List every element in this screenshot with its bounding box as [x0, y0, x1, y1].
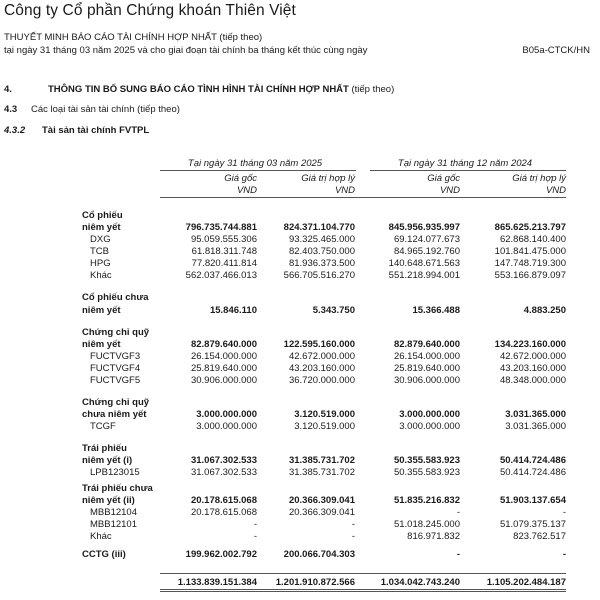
section-number: 4.3.2 [4, 125, 26, 136]
section-4-3-heading [4, 104, 180, 115]
col-header-cost-2024 [350, 173, 460, 196]
document-subtitle: THUYẾT MINH BÁO CÁO TÀI CHÍNH HỢP NHẤT (tiếp theo) [4, 32, 263, 43]
col-header-unit: VND [334, 184, 355, 196]
row-label: Cổ phiếu [82, 210, 123, 221]
cell-value: 20.178.615.068 [190, 495, 257, 506]
cell-value: 51.079.375.137 [499, 519, 566, 530]
col-header-label: Giá gốc [427, 173, 460, 184]
header-divider [160, 170, 356, 171]
cell-value: 553.166.879.097 [494, 270, 566, 281]
reporting-period: tại ngày 31 tháng 03 năm 2025 và cho giai đoạn tài chính ba tháng kết thúc cùng ngày [4, 45, 368, 56]
cell-value: - [456, 507, 460, 518]
table-row [0, 327, 600, 339]
col-header-fair-2024 [456, 173, 566, 196]
table-row [0, 375, 600, 387]
header-divider [370, 170, 566, 171]
total-row [0, 577, 600, 589]
row-label: LPB123015 [90, 467, 140, 478]
header-bottom-divider [160, 197, 566, 198]
cell-value: 81.936.373.500 [288, 258, 355, 269]
cell-value: 50.414.724.486 [499, 467, 566, 478]
cell-value: 51.018.245.000 [393, 519, 460, 530]
col-header-unit: VND [236, 184, 257, 196]
cell-value: 93.325.465.000 [288, 234, 355, 245]
table-row [0, 339, 600, 351]
row-label: TCGF [90, 421, 116, 432]
cell-value: 20.178.615.068 [190, 507, 257, 518]
cell-value: 31.067.302.533 [190, 455, 257, 466]
cell-value: 845.956.935.997 [388, 222, 460, 233]
cell-value: 25.819.640.000 [190, 363, 257, 374]
row-label: niêm yết (i) [82, 455, 133, 466]
section-title: Tài sản tài chính FVTPL [42, 125, 150, 136]
row-label: FUCTVGF5 [90, 375, 141, 386]
row-label: niêm yết (ii) [82, 495, 135, 506]
col-header-unit: VND [439, 184, 460, 196]
table-row [0, 519, 600, 531]
cell-value: 147.748.719.300 [494, 258, 566, 269]
cell-value: - [253, 519, 257, 530]
table-row [0, 397, 600, 409]
row-label: HPG [90, 258, 111, 269]
total-value: 1.034.042.743.240 [380, 577, 460, 588]
cell-value: 551.218.994.001 [388, 270, 460, 281]
cell-value: 69.124.077.673 [393, 234, 460, 245]
col-header-label: Giá trị hợp lý [301, 173, 355, 184]
row-label: FUCTVGF3 [90, 351, 141, 362]
row-label: Khác [90, 270, 112, 281]
total-value: 1.133.839.151.384 [177, 577, 257, 588]
cell-value: 199.962.002.792 [185, 549, 257, 560]
cell-value: 20.366.309.041 [288, 507, 355, 518]
row-label: Khác [90, 531, 112, 542]
cell-value: 31.067.302.533 [190, 467, 257, 478]
col-header-label: Giá gốc [224, 173, 257, 184]
cell-value: 5.343.750 [312, 305, 355, 316]
form-code: B05a-CTCK/HN [522, 45, 590, 56]
table-row [0, 234, 600, 246]
cell-value: 20.366.309.041 [288, 495, 355, 506]
cell-value: 15.366.488 [412, 305, 460, 316]
cell-value: 566.705.516.270 [283, 270, 355, 281]
cell-value: 30.906.000.000 [190, 375, 257, 386]
table-row [0, 467, 600, 479]
cell-value: 200.066.704.303 [283, 549, 355, 560]
cell-value: 43.203.160.000 [288, 363, 355, 374]
cell-value: 3.000.000.000 [196, 421, 257, 432]
table-row [0, 483, 600, 495]
section-4-3-2-heading [4, 125, 149, 136]
table-row [0, 292, 600, 304]
cell-value: 50.414.724.486 [499, 455, 566, 466]
cell-value: 50.355.583.923 [393, 467, 460, 478]
cell-value: - [562, 507, 566, 518]
cell-value: 42.672.000.000 [288, 351, 355, 362]
row-label: FUCTVGF4 [90, 363, 141, 374]
total-bottom-rule [160, 589, 566, 590]
cell-value: 823.762.517 [513, 531, 566, 542]
table-row [0, 443, 600, 455]
row-label: niêm yết [82, 339, 121, 350]
cell-value: - [351, 531, 355, 542]
company-name: Công ty Cổ phần Chứng khoán Thiên Việt [4, 2, 296, 19]
cell-value: 101.841.475.000 [494, 246, 566, 257]
cell-value: 3.120.519.000 [294, 421, 355, 432]
table-row [0, 258, 600, 270]
row-label: Chứng chỉ quỹ [82, 397, 150, 408]
cell-value: - [562, 549, 566, 560]
cell-value: 3.031.365.000 [505, 409, 566, 420]
cell-value: 562.037.466.013 [185, 270, 257, 281]
col-header-unit: VND [545, 184, 566, 196]
section-number: 4.3 [4, 104, 18, 115]
table-row [0, 270, 600, 282]
cell-value: 82.403.750.000 [288, 246, 355, 257]
cell-value: 816.971.832 [407, 531, 460, 542]
cell-value: 31.385.731.702 [288, 467, 355, 478]
cell-value: 61.818.311.748 [191, 246, 257, 257]
cell-value: 51.835.216.832 [393, 495, 460, 506]
table-row [0, 455, 600, 467]
cell-value: 15.846.110 [209, 305, 257, 316]
row-label: MBB12104 [90, 507, 138, 518]
row-label: niêm yết [82, 222, 121, 233]
cell-value: 82.879.640.000 [190, 339, 257, 350]
cell-value: 26.154.000.000 [190, 351, 257, 362]
cell-value: 3.000.000.000 [196, 409, 257, 420]
header-date-2025: Tại ngày 31 tháng 03 năm 2025 [187, 158, 323, 169]
cell-value: 30.906.000.000 [393, 375, 460, 386]
cell-value: - [456, 549, 460, 560]
total-value: 1.201.910.872.566 [275, 577, 355, 588]
cell-value: 134.223.160.000 [494, 339, 566, 350]
col-header-label: Giá trị hợp lý [512, 173, 566, 184]
cell-value: 4.883.250 [523, 305, 566, 316]
cell-value: 865.625.213.797 [494, 222, 566, 233]
row-label: Chứng chỉ quỹ [82, 327, 150, 338]
table-row [0, 363, 600, 375]
table-row [0, 549, 600, 561]
cell-value: 824.371.104.770 [283, 222, 355, 233]
col-header-fair-2025 [245, 173, 355, 196]
table-row [0, 351, 600, 363]
section-4-heading [4, 84, 394, 95]
cell-value: 31.385.731.702 [288, 455, 355, 466]
cell-value: - [351, 519, 355, 530]
row-label: DXG [90, 234, 111, 245]
cell-value: 42.672.000.000 [499, 351, 566, 362]
section-suffix: (tiếp theo) [348, 84, 395, 95]
cell-value: 48.348.000.000 [499, 375, 566, 386]
table-row [0, 421, 600, 433]
row-label: chưa niêm yết [82, 409, 147, 420]
cell-value: 26.154.000.000 [393, 351, 460, 362]
row-label: Trái phiếu [82, 443, 127, 454]
cell-value: 796.735.744.881 [185, 222, 257, 233]
row-label: niêm yết [82, 305, 121, 316]
row-label: TCB [90, 246, 109, 257]
cell-value: 140.648.671.563 [388, 258, 460, 269]
cell-value: 62.868.140.400 [499, 234, 566, 245]
total-top-rule [160, 573, 566, 574]
cell-value: 3.031.365.000 [505, 421, 566, 432]
cell-value: 77.820.411.814 [191, 258, 257, 269]
cell-value: 50.355.583.923 [393, 455, 460, 466]
cell-value: 3.000.000.000 [399, 421, 460, 432]
cell-value: 122.595.160.000 [283, 339, 355, 350]
cell-value: 95.059.555.306 [190, 234, 257, 245]
total-bottom-rule [160, 591, 566, 592]
table-row [0, 222, 600, 234]
section-number: 4. [4, 84, 12, 95]
table-row [0, 409, 600, 421]
cell-value: 3.120.519.000 [294, 409, 355, 420]
row-label: Cổ phiếu chưa [82, 292, 149, 303]
cell-value: - [253, 531, 257, 542]
row-label: CCTG (iii) [82, 549, 126, 560]
row-label: MBB12101 [90, 519, 138, 530]
row-label: Trái phiếu chưa [82, 483, 153, 494]
header-date-2024: Tại ngày 31 tháng 12 năm 2024 [397, 158, 533, 169]
table-row [0, 305, 600, 317]
section-title: Các loại tài sản tài chính (tiếp theo) [31, 104, 180, 115]
cell-value: 82.879.640.000 [393, 339, 460, 350]
cell-value: 84.965.192.760 [393, 246, 460, 257]
cell-value: 3.000.000.000 [399, 409, 460, 420]
table-row [0, 507, 600, 519]
cell-value: 25.819.640.000 [393, 363, 460, 374]
table-row [0, 531, 600, 543]
section-title: THÔNG TIN BỔ SUNG BÁO CÁO TÌNH HÌNH TÀI CHÍNH HỢP NHẤT [48, 84, 349, 95]
table-row [0, 210, 600, 222]
cell-value: 43.203.160.000 [499, 363, 566, 374]
table-row [0, 495, 600, 507]
cell-value: 51.903.137.654 [499, 495, 566, 506]
table-row [0, 246, 600, 258]
total-value: 1.105.202.484.187 [486, 577, 566, 588]
col-header-cost-2025 [147, 173, 257, 196]
cell-value: 36.720.000.000 [288, 375, 355, 386]
